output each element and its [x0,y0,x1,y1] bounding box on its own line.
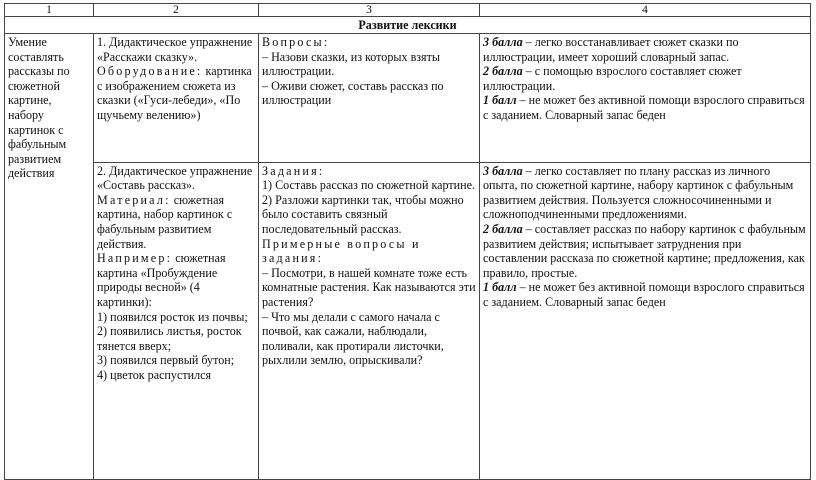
task-item: 1) Составь рассказ по сюжетной картине. [262,178,476,193]
assessment-item [483,164,807,222]
score-description: – с помощью взрослого составляет сюжет иллюстрации. [483,64,742,93]
score-description: – легко составляет по плану рассказ из личного опыта, по сюжетной картине, набору картинок с фабульным развитием действия. Пользуется сложносочиненными и сложноподчиненными предложениями. [483,163,794,222]
section-title: Развитие лексики [5,17,811,34]
tasks-cell [259,162,480,479]
question-item: – Оживи сюжет, составь рассказ по иллюстрации [262,78,444,108]
column-number-row [5,4,811,17]
column-number-4: 4 [480,4,811,17]
column-number-2: 2 [94,4,259,17]
table-row [5,162,811,479]
questions-label: Вопросы: [262,35,330,49]
equipment-label: Оборудование: [97,64,203,79]
assessment-table [4,3,811,480]
score-label: 2 балла [483,64,523,79]
score-label: 3 балла [483,163,523,178]
assessment-item [483,64,807,93]
assessment-item [483,35,807,64]
equipment-text: картинка с изображением сюжета из сказки («Гуси-лебеди», «По щучьему велению») [97,64,252,122]
picture-item: 2) появились листья, росток тянется вверх; [97,324,242,353]
exercise-title: 1. Дидактическое упражнение «Расскажи сказку». [97,35,253,64]
column-number-1: 1 [5,4,94,17]
skill-cell [5,34,94,480]
sample-question: – Посмотри, в нашей комнате тоже есть комнатные растения. Как называются эти растения? [262,265,476,309]
section-row [5,17,811,34]
exercise-cell [94,162,259,479]
example-label: Например: [97,251,173,266]
score-description: – составляет рассказ по набору картинок с фабульным развитием действия; испытывает затруднения при составлении рассказа по сюжетной картине; предложения, как правило, простые. [483,222,806,280]
score-description: – легко восстанавливает сюжет сказки по иллюстрации, имеет хороший словарный запас. [483,35,739,64]
column-number-3: 3 [259,4,480,17]
skill-text: Умение составлять рассказы по сюжетной картине, набору картинок с фабульным развитием действия [8,35,70,181]
assessment-item [483,280,807,309]
picture-item: 3) появился первый бутон; [97,353,235,368]
assessment-item [483,222,807,280]
assessment-item [483,93,807,122]
assessment-cell [480,162,811,479]
score-label: 1 балл [483,280,517,295]
score-description: – не может без активной помощи взрослого справиться с заданием. Словарный запас беден [483,93,805,122]
exercise-title: 2. Дидактическое упражнение «Составь рассказ». [97,163,253,193]
sample-question: – Что мы делали с самого начала с почвой, как сажали, наблюдали, поливали, как протирали листочки, рыхлили землю, опрыскивали? [262,309,444,368]
table-row [5,34,811,163]
score-label: 1 балл [483,93,517,108]
score-description: – не может без активной помощи взрослого справиться с заданием. Словарный запас беден [483,280,805,309]
sample-questions-label: Примерные вопросы и задания: [262,236,421,266]
picture-item: 4) цветок распустился [97,367,212,382]
score-label: 3 балла [483,35,523,49]
task-item: 2) Разложи картинки так, чтобы можно было составить связный последовательный рассказ. [262,192,464,237]
material-text: сюжетная картина, набор картинок с фабульным развитием действия. [97,192,233,251]
question-item: – Назови сказки, из которых взяты иллюстрации. [262,49,441,79]
questions-cell [259,34,480,163]
picture-item: 1) появился росток из почвы; [97,309,248,324]
assessment-cell [480,34,811,163]
tasks-label: Задания: [262,163,325,178]
score-label: 2 балла [483,222,523,237]
example-text: сюжетная картина «Пробуждение природы весной» (4 картинки): [97,251,226,309]
exercise-cell [94,34,259,163]
material-label: Материал: [97,192,171,207]
